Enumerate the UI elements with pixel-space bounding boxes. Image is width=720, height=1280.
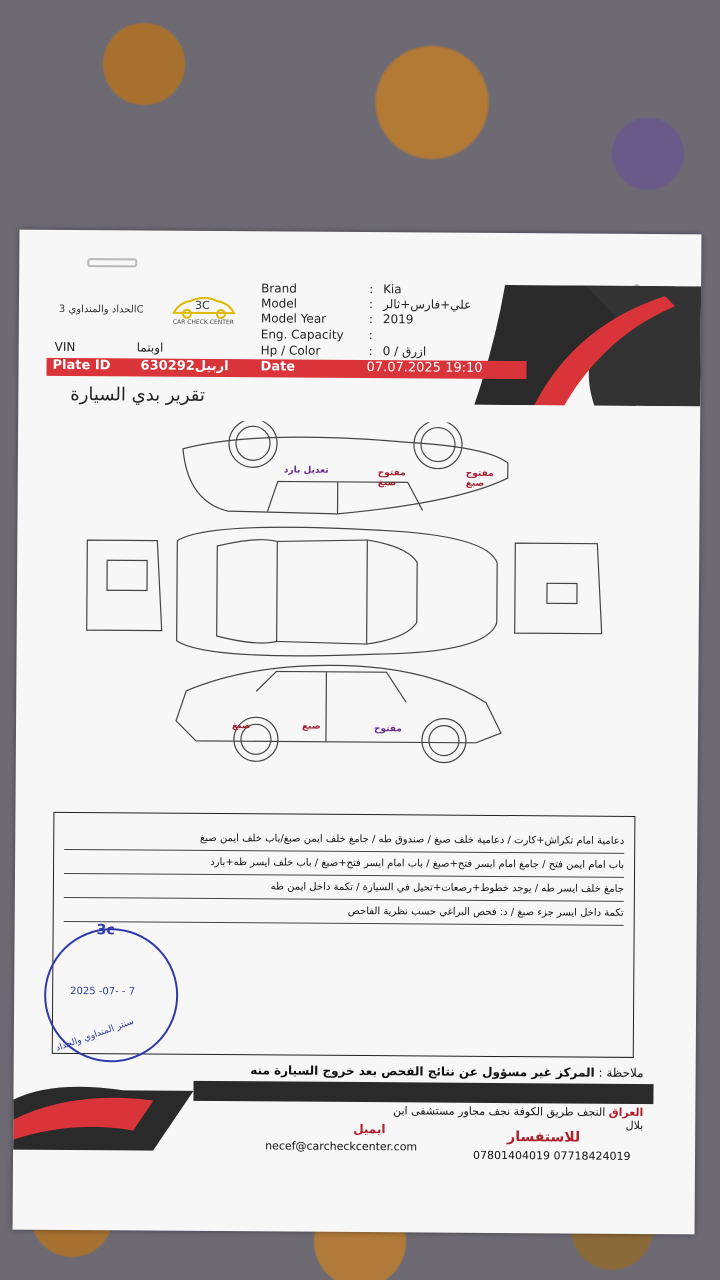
damage-label-top-c: مفتوح صبغ <box>465 468 494 489</box>
car-side-view-top <box>183 436 509 515</box>
note-row: باب امام ايمن فتح / جامغ امام ايسر فتح+صبغ / باب امام ايسر فتح+صبغ / باب خلف ايسر طه+بارد <box>64 851 624 878</box>
section-title: تقرير بدي السيارة <box>70 383 205 406</box>
damage-label-top-b: مفتوح صبغ <box>377 468 406 489</box>
logo-mark: 3C <box>194 298 210 312</box>
country: العراق <box>608 1105 644 1120</box>
car-rear-view <box>87 540 163 631</box>
note-row: جامغ خلف ايسر طه / يوجد خطوط+رصعات+تحيل في السيارة / تكمة داخل ايمن طه <box>64 875 624 902</box>
damage-label-side-a: صبغ <box>232 721 251 732</box>
plate-date-bar <box>46 358 526 379</box>
model-year-value: 2019 <box>382 312 414 327</box>
damage-label-side-b: صبغ <box>302 721 321 732</box>
stamp <box>44 922 179 1063</box>
email-value: necef@carcheckcenter.com <box>265 1139 418 1154</box>
logo-en: CAR CHECK CENTER <box>172 318 234 327</box>
sep: : <box>369 282 374 297</box>
disclaimer-label: ملاحظة : <box>598 1065 644 1081</box>
eng-capacity-label: Eng. Capacity <box>260 327 344 342</box>
stamp-top: 3c <box>96 922 115 939</box>
car-front-view <box>515 543 603 634</box>
date-value: 07.07.2025 19:10 <box>366 360 483 376</box>
address <box>373 1104 643 1132</box>
hp-color-label: Hp / Color <box>260 343 321 358</box>
sep: : <box>368 297 374 312</box>
inspection-report-sheet <box>13 230 702 1235</box>
logo-ar: الحداد والمنداوي 3C <box>58 303 144 316</box>
damage-label-top-a: تعديل بارد <box>283 465 329 476</box>
plate-label: Plate ID <box>52 357 111 374</box>
model-year-label: Model Year <box>260 311 327 326</box>
vin-value: اوبتما <box>136 340 164 355</box>
car-side-view-bottom <box>176 664 502 743</box>
plate-value: اربيل630292 <box>140 358 229 375</box>
damage-label-side-c: مفتوح <box>373 724 402 735</box>
model-value: علي+فارس+ثالر <box>382 297 472 312</box>
staple-top-left <box>87 258 137 267</box>
note-row: تكمة داخل ايسر جزء صبغ / د: فحص البراغي حسب نظرية الفاحص <box>64 899 624 926</box>
phones: 07801404019 07718424019 <box>473 1148 631 1163</box>
sep: : <box>368 328 373 343</box>
car-body-diagram <box>76 420 619 784</box>
note-row: دعامية امام تكراش+كارت / دعامية خلف صبغ / صندوق طه / جامغ خلف ايمن صبغ/باب خلف ايمن صبغ <box>64 827 624 854</box>
email-label: ايميل <box>353 1121 386 1137</box>
header-swoosh <box>474 285 701 407</box>
date-label: Date <box>260 359 296 375</box>
stamp-ring-text: سنتر المنداوي والحداد <box>54 1016 136 1054</box>
sep: : <box>368 312 373 327</box>
brand-label: Brand <box>261 281 297 296</box>
stamp-date: 2025 -07- - 7 <box>70 986 136 998</box>
hp-color-value: ازرق / 0 <box>382 344 427 359</box>
vehicle-info <box>260 281 521 359</box>
disclaimer-text: المركز غير مسؤول عن نتائج الفحص بعد خروج السيارة منه <box>250 1063 595 1080</box>
model-label: Model <box>260 296 298 311</box>
brand-value: Kia <box>383 282 402 297</box>
address-text: النجف طريق الكوفة نجف مجاور مستشفى ابن بلال <box>393 1104 644 1133</box>
vin-label: VIN <box>54 339 76 355</box>
sep: : <box>368 344 373 359</box>
inquiry-label: للاستفسار <box>507 1129 581 1146</box>
